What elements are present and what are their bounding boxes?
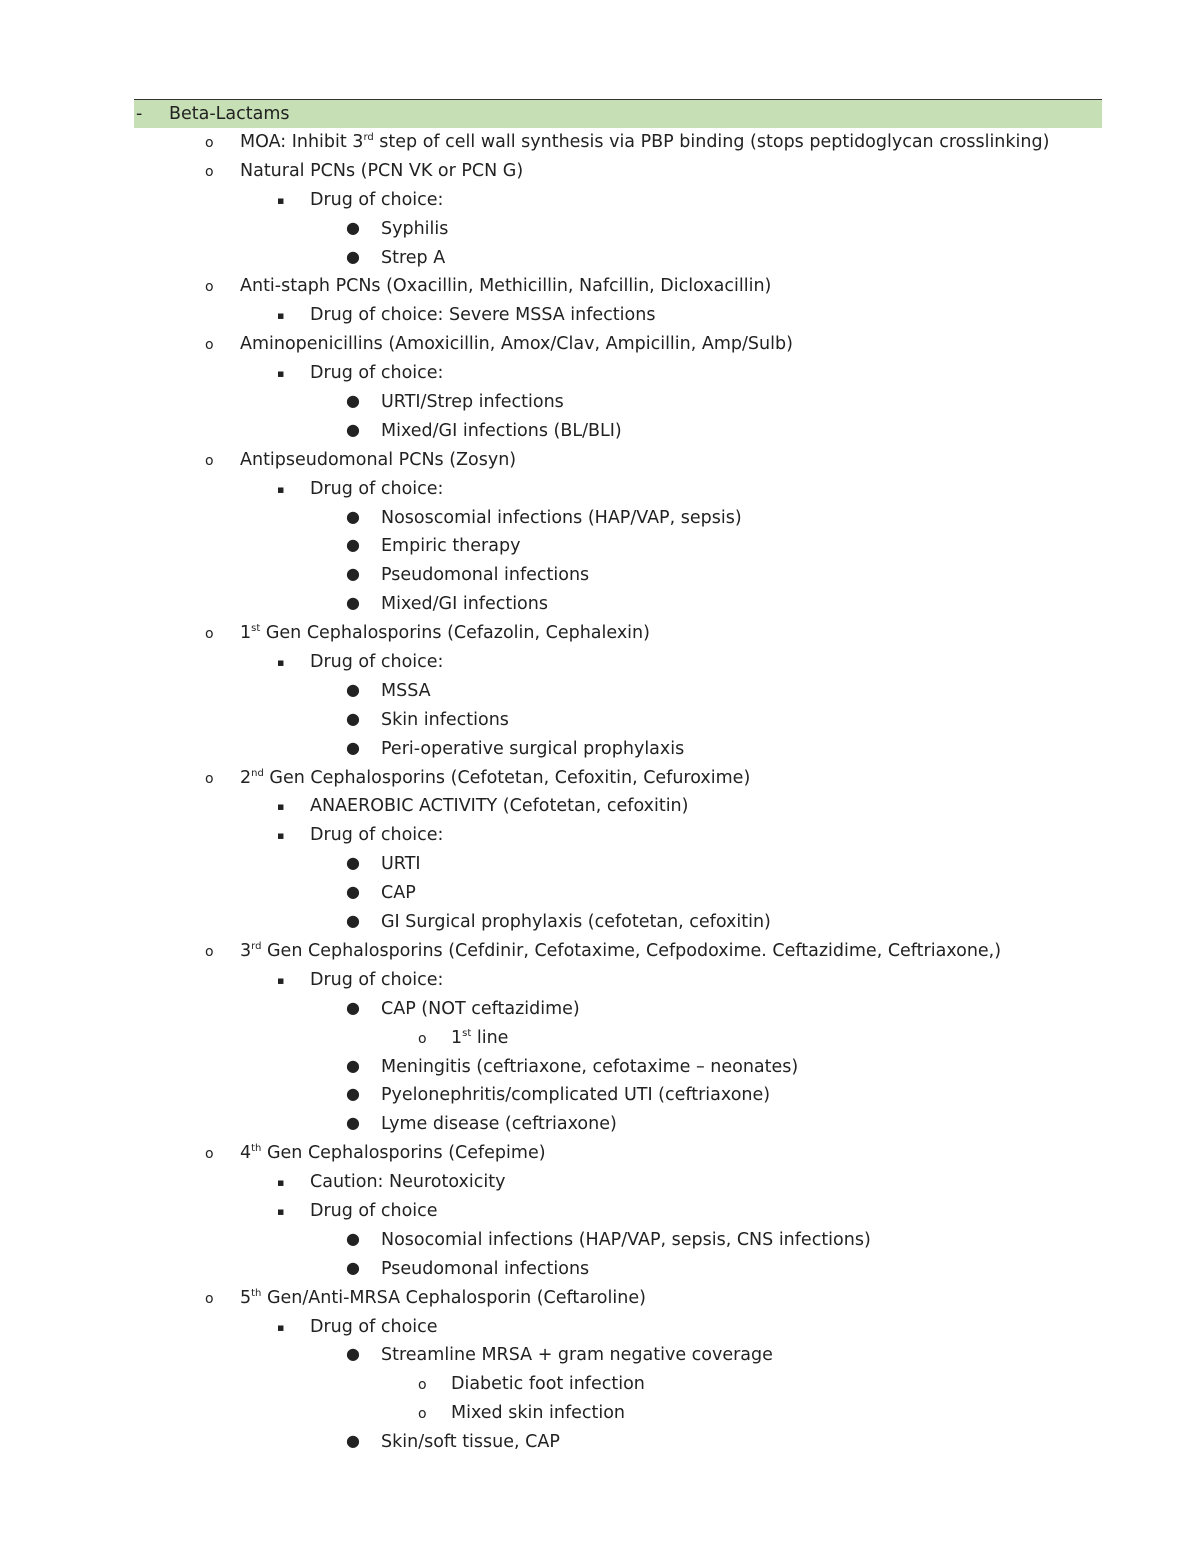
dot-bullet-icon: ● [346,1084,360,1104]
list-item-text [381,594,548,614]
ordinal-suffix: st [462,1027,472,1039]
dot-bullet-icon: ● [346,911,360,931]
list-item [0,303,1200,332]
list-item [0,968,1200,997]
circle-bullet-icon: o [418,1030,427,1047]
dot-bullet-icon: ● [346,882,360,902]
list-item-text [310,652,443,672]
list-item-text [451,1374,645,1394]
item-text: Drug of choice: [310,363,444,384]
list-item-text [310,970,443,990]
item-text: ANAEROBIC ACTIVITY (Cefotetan, cefoxitin) [310,796,689,817]
item-text: Pyelonephritis/complicated UTI (ceftriaxone) [381,1085,771,1106]
circle-bullet-icon: o [205,1146,214,1163]
item-text: Mixed/GI infections (BL/BLI) [381,420,622,441]
list-item-text [240,623,650,643]
list-item [0,823,1200,852]
list-item-text [381,710,509,730]
list-item [0,217,1200,246]
dot-bullet-icon: ● [346,506,360,526]
list-item [0,1083,1200,1112]
item-text: CAP (NOT ceftazidime) [381,998,580,1019]
list-item [0,1286,1200,1315]
ordinal-suffix: rd [251,940,262,952]
list-item [0,419,1200,448]
circle-bullet-icon: o [205,943,214,960]
list-item-text [381,1345,773,1365]
list-item-text [240,334,793,354]
dot-bullet-icon: ● [346,535,360,555]
list-item-text [381,739,684,759]
list-item [0,794,1200,823]
list-item-text [240,161,523,181]
dot-bullet-icon: ● [346,391,360,411]
circle-bullet-icon: o [205,163,214,180]
item-text: Drug of choice: [310,189,444,210]
list-item-text [381,1259,589,1279]
list-item [0,390,1200,419]
square-bullet-icon: ▪ [277,829,285,843]
square-bullet-icon: ▪ [277,656,285,670]
list-item-text [310,1201,438,1221]
item-text: MSSA [381,680,431,701]
list-item-text [381,1085,770,1105]
list-item [0,1141,1200,1170]
ordinal-suffix: th [251,1143,262,1155]
item-text: Empiric therapy [381,536,521,557]
list-item-text [310,363,443,383]
item-text: Meningitis (ceftriaxone, cefotaxime – neonates) [381,1056,799,1077]
dot-bullet-icon: ● [346,419,360,439]
list-item [0,1257,1200,1286]
item-text: Pseudomonal infections [381,1258,590,1279]
item-text: 2 [240,767,252,788]
list-item [0,1315,1200,1344]
item-text: Strep A [381,247,446,268]
list-item [0,621,1200,650]
item-text: Diabetic foot infection [451,1374,645,1395]
item-text: CAP [381,883,416,904]
circle-bullet-icon: o [205,337,214,354]
list-item [0,1372,1200,1401]
item-text: GI Surgical prophylaxis (cefotetan, cefoxitin) [381,912,771,933]
dot-bullet-icon: ● [346,708,360,728]
list-item-text [240,132,1049,152]
list-item-text [310,190,443,210]
list-item-text [381,912,771,932]
list-item-text [310,1172,505,1192]
list-item [0,1228,1200,1257]
heading-title: Beta-Lactams [169,104,290,124]
list-item [0,563,1200,592]
item-text: 1 [240,623,252,644]
circle-bullet-icon: o [418,1377,427,1394]
item-text-rest: Gen/Anti-MRSA Cephalosporin (Ceftaroline) [261,1287,646,1308]
item-text: Drug of choice [310,1316,438,1337]
list-item-text [381,248,445,268]
item-text: Drug of choice: [310,652,444,673]
item-text: Drug of choice [310,1200,438,1221]
dot-bullet-icon: ● [346,737,360,757]
list-item [0,881,1200,910]
dot-bullet-icon: ● [346,593,360,613]
list-item [0,1430,1200,1459]
list-item-text [240,450,516,470]
square-bullet-icon: ▪ [277,973,285,987]
item-text: Mixed skin infection [451,1403,626,1424]
list-item-text [310,1317,438,1337]
list-item [0,737,1200,766]
list-item-text [381,1230,871,1250]
circle-bullet-icon: o [418,1406,427,1423]
circle-bullet-icon: o [205,626,214,643]
item-text: URTI/Strep infections [381,392,564,413]
item-text: Drug of choice: [310,969,444,990]
list-item [0,506,1200,535]
item-text: URTI [381,854,421,875]
list-item [0,274,1200,303]
list-item [0,1112,1200,1141]
ordinal-suffix: st [251,623,261,635]
item-text: Drug of choice: [310,478,444,499]
list-item [0,1170,1200,1199]
item-text: 1 [451,1027,463,1048]
list-item [0,852,1200,881]
list-item [0,1026,1200,1055]
list-item [0,1199,1200,1228]
dot-bullet-icon: ● [346,853,360,873]
item-text-rest: step of cell wall synthesis via PBP binding (stops peptidoglycan crosslinking) [373,132,1050,152]
dot-bullet-icon: ● [346,679,360,699]
circle-bullet-icon: o [205,135,214,151]
item-text: Mixed/GI infections [381,594,548,615]
list-item-text [381,421,622,441]
section-heading [134,99,1102,128]
heading-dash: - [136,104,143,124]
dot-bullet-icon: ● [346,1257,360,1277]
list-item-text [381,999,580,1019]
item-text: 4 [240,1143,252,1164]
item-text: Natural PCNs (PCN VK or PCN G) [240,160,524,181]
item-text-rest: Gen Cephalosporins (Cefepime) [261,1143,546,1164]
item-text-rest: Gen Cephalosporins (Cefazolin, Cephalexin) [260,623,650,644]
ordinal-suffix: th [251,1287,262,1299]
dot-bullet-icon: ● [346,246,360,266]
list-item [0,246,1200,275]
item-text: Anti-staph PCNs (Oxacillin, Methicillin, Nafcillin, Dicloxacillin) [240,276,772,297]
list-item-text [381,392,564,412]
item-text: Drug of choice: [310,825,444,846]
circle-bullet-icon: o [205,452,214,469]
circle-bullet-icon: o [205,770,214,787]
square-bullet-icon: ▪ [277,1204,285,1218]
list-item-text [240,276,771,296]
item-text: Nosocomial infections (HAP/VAP, sepsis, CNS infections) [381,1229,871,1250]
dot-bullet-icon: ● [346,1228,360,1248]
dot-bullet-icon: ● [346,1055,360,1075]
list-item-text [381,536,520,556]
list-item [0,939,1200,968]
square-bullet-icon: ▪ [277,309,285,323]
item-text-rest: line [471,1027,509,1048]
square-bullet-icon: ▪ [277,367,285,381]
outline-list [0,130,1200,1459]
ordinal-suffix: nd [251,767,264,779]
list-item-text [451,1028,508,1048]
list-item [0,477,1200,506]
list-item [0,188,1200,217]
item-text: Syphilis [381,218,449,239]
dot-bullet-icon: ● [346,997,360,1017]
dot-bullet-icon: ● [346,1344,360,1364]
list-item [0,1343,1200,1372]
list-item-text [310,796,688,816]
list-item-text [240,1288,646,1308]
dot-bullet-icon: ● [346,1113,360,1133]
list-item [0,1055,1200,1084]
ordinal-suffix: rd [363,132,374,143]
square-bullet-icon: ▪ [277,193,285,207]
list-item [0,708,1200,737]
list-item-text [310,479,443,499]
square-bullet-icon: ▪ [277,1176,285,1190]
list-item-text [381,854,421,874]
list-item [0,910,1200,939]
list-item-text [240,1143,546,1163]
list-item-text [381,883,416,903]
list-item [0,650,1200,679]
item-text: Skin/soft tissue, CAP [381,1432,560,1453]
list-item-text [310,825,443,845]
item-text: 3 [240,940,252,961]
list-item [0,332,1200,361]
list-item-text [381,1114,617,1134]
circle-bullet-icon: o [205,1290,214,1307]
square-bullet-icon: ▪ [277,800,285,814]
list-item [0,679,1200,708]
circle-bullet-icon: o [205,279,214,296]
item-text: Skin infections [381,709,509,730]
list-item-text [381,1432,560,1452]
item-text: MOA: Inhibit 3 [240,132,364,152]
list-item-text [310,305,655,325]
list-item-text [381,1057,798,1077]
square-bullet-icon: ▪ [277,1320,285,1334]
list-item-text [381,508,742,528]
dot-bullet-icon: ● [346,1431,360,1451]
list-item [0,592,1200,621]
list-item [0,1401,1200,1430]
list-item-text [381,565,589,585]
item-text: Aminopenicillins (Amoxicillin, Amox/Clav, Ampicillin, Amp/Sulb) [240,334,793,355]
item-text: Caution: Neurotoxicity [310,1172,506,1193]
list-item-text [381,219,448,239]
list-item [0,361,1200,390]
dot-bullet-icon: ● [346,564,360,584]
list-item [0,997,1200,1026]
item-text: Antipseudomonal PCNs (Zosyn) [240,449,517,470]
list-item-text [240,768,750,788]
list-item-text [451,1403,625,1423]
list-item [0,534,1200,563]
item-text: Drug of choice: Severe MSSA infections [310,305,656,326]
square-bullet-icon: ▪ [277,482,285,496]
list-item [0,766,1200,795]
item-text: Streamline MRSA + gram negative coverage [381,1345,773,1366]
dot-bullet-icon: ● [346,217,360,237]
list-item [0,130,1200,159]
item-text: Pseudomonal infections [381,565,590,586]
item-text: Nososcomial infections (HAP/VAP, sepsis) [381,507,742,528]
list-item-text [240,941,1001,961]
list-item-text [381,681,431,701]
item-text: 5 [240,1287,252,1308]
item-text-rest: Gen Cephalosporins (Cefdinir, Cefotaxime, Cefpodoxime. Ceftazidime, Ceftriaxone,) [261,940,1002,961]
item-text: Peri-operative surgical prophylaxis [381,738,685,759]
list-item [0,159,1200,188]
list-item [0,448,1200,477]
item-text: Lyme disease (ceftriaxone) [381,1114,617,1135]
item-text-rest: Gen Cephalosporins (Cefotetan, Cefoxitin, Cefuroxime) [263,767,751,788]
